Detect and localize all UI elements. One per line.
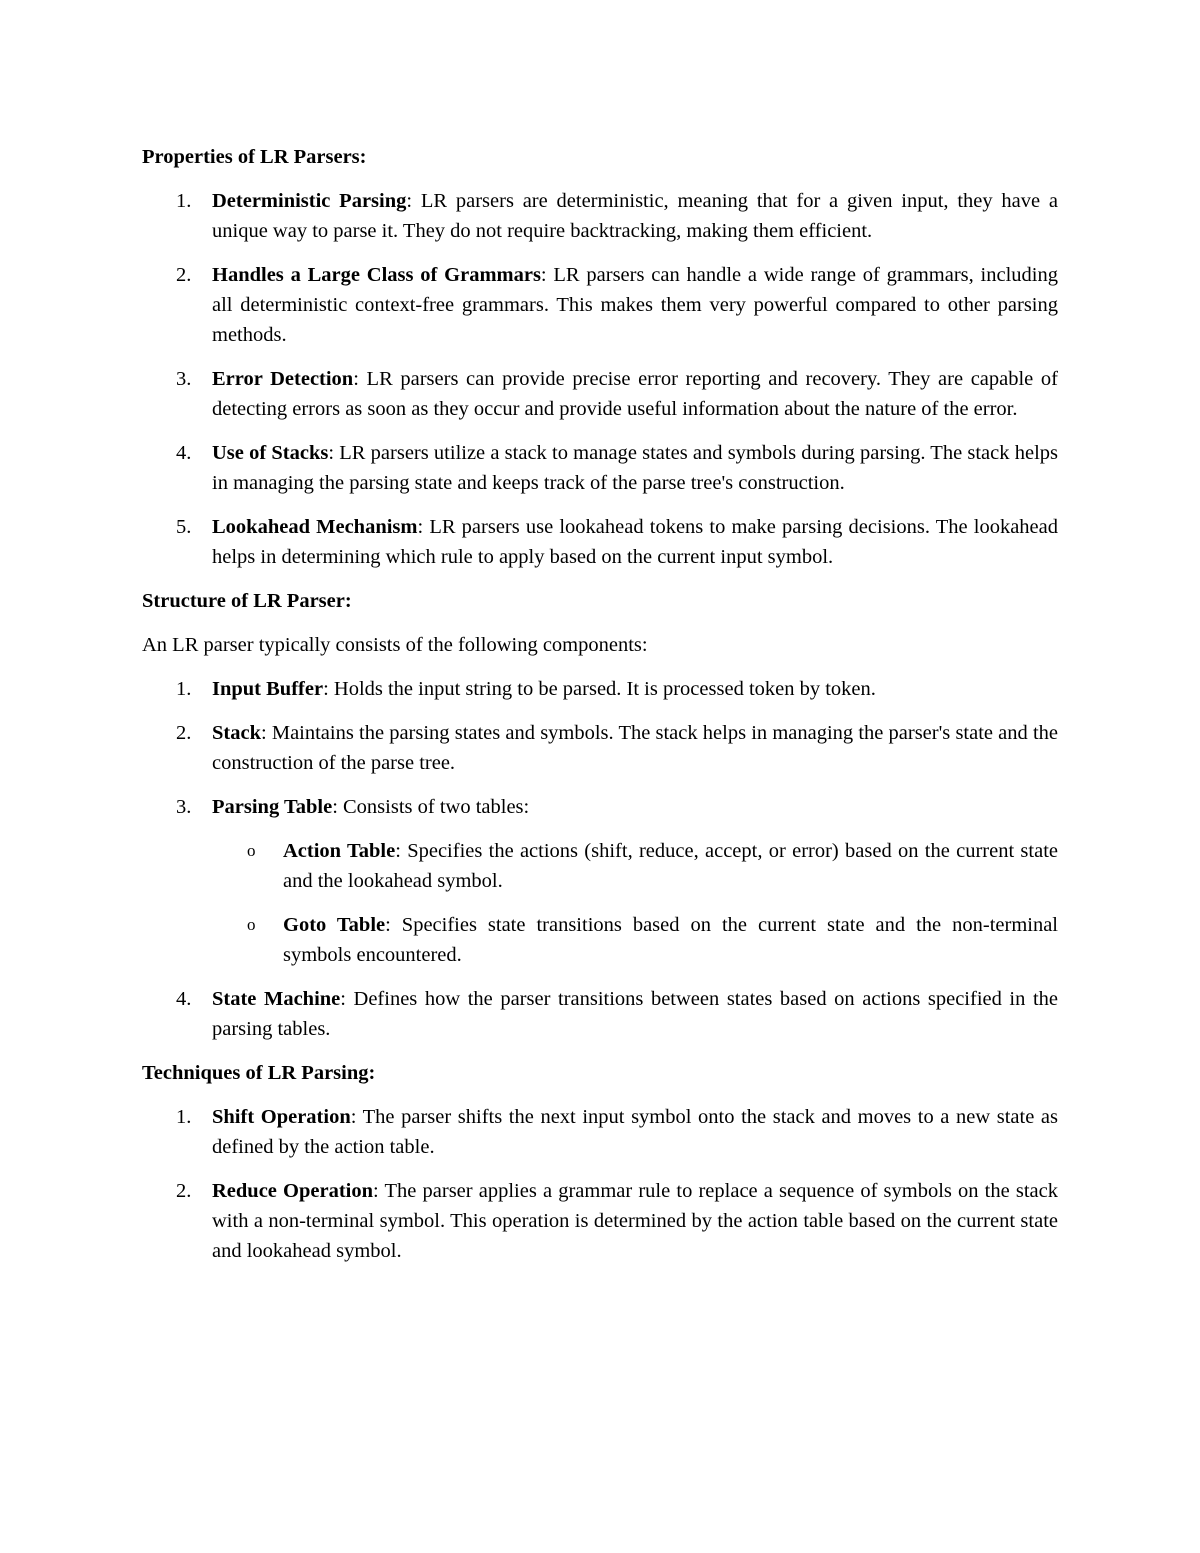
item-text: : Consists of two tables: — [332, 796, 530, 818]
item-text: : The parser applies a grammar rule to replace a sequence of symbols on the stack with a non-terminal symbol. This operation is determined by the action table based on the current state and lookahead symbol. — [212, 1180, 1059, 1262]
item-number: 1. — [176, 1106, 192, 1128]
item-number: 3. — [176, 796, 192, 818]
item-number: 2. — [176, 1180, 192, 1202]
item-term: Parsing Table — [212, 796, 333, 818]
list-item — [142, 1176, 1058, 1266]
item-term: Input Buffer — [212, 678, 324, 700]
item-term: Use of Stacks — [212, 442, 329, 464]
list-item — [142, 792, 1058, 970]
list-item — [142, 984, 1058, 1044]
item-term: Deterministic Parsing — [212, 190, 407, 212]
item-term: Goto Table — [283, 914, 386, 936]
item-text: : Specifies state transitions based on the current state and the non-terminal symbols encountered. — [283, 914, 1059, 966]
item-term: Reduce Operation — [212, 1180, 374, 1202]
item-text: : LR parsers are deterministic, meaning that for a given input, they have a unique way to parse it. They do not require backtracking, making them efficient. — [212, 190, 1059, 242]
bullet-icon: o — [247, 841, 256, 860]
section-heading-structure: Structure of LR Parser: — [142, 590, 352, 612]
item-number: 4. — [176, 442, 192, 464]
list-item — [142, 512, 1058, 572]
item-term: State Machine — [212, 988, 341, 1010]
bullet-icon: o — [247, 915, 256, 934]
list-item — [142, 1102, 1058, 1162]
item-term: Error Detection — [212, 368, 354, 390]
item-number: 1. — [176, 678, 192, 700]
list-item — [142, 438, 1058, 498]
list-item — [142, 364, 1058, 424]
list-item — [142, 186, 1058, 246]
list-item — [142, 674, 1058, 704]
item-text: : The parser shifts the next input symbol onto the stack and moves to a new state as defined by the action table. — [212, 1106, 1058, 1158]
properties-list — [142, 186, 1058, 572]
item-number: 2. — [176, 264, 192, 286]
item-term: Lookahead Mechanism — [212, 516, 418, 538]
item-term: Action Table — [283, 840, 396, 862]
techniques-list — [142, 1102, 1058, 1266]
list-item — [142, 260, 1058, 350]
item-number: 2. — [176, 722, 192, 744]
item-term: Handles a Large Class of Grammars — [212, 264, 541, 286]
item-number: 1. — [176, 190, 192, 212]
item-term: Stack — [212, 722, 261, 744]
structure-list — [142, 674, 1058, 1044]
sub-list-item — [212, 836, 1058, 896]
item-text: : Specifies the actions (shift, reduce, accept, or error) based on the current state and the lookahead symbol. — [283, 840, 1058, 892]
item-number: 4. — [176, 988, 192, 1010]
section-heading-techniques: Techniques of LR Parsing: — [142, 1062, 376, 1084]
document-page — [142, 142, 1058, 1280]
structure-intro: An LR parser typically consists of the following components: — [142, 634, 648, 656]
item-text: : Holds the input string to be parsed. It is processed token by token. — [323, 678, 876, 700]
item-text: : Defines how the parser transitions between states based on actions specified in the parsing tables. — [212, 988, 1058, 1040]
item-text: : LR parsers can provide precise error reporting and recovery. They are capable of detecting errors as soon as they occur and provide useful information about the nature of the error. — [212, 368, 1058, 420]
sub-list-item — [212, 910, 1058, 970]
list-item — [142, 718, 1058, 778]
item-text: : Maintains the parsing states and symbols. The stack helps in managing the parser's state and the construction of the parse tree. — [212, 722, 1058, 774]
item-text: : LR parsers use lookahead tokens to make parsing decisions. The lookahead helps in determining which rule to apply based on the current input symbol. — [212, 516, 1059, 568]
item-number: 5. — [176, 516, 192, 538]
item-number: 3. — [176, 368, 192, 390]
item-term: Shift Operation — [212, 1106, 351, 1128]
item-text: : LR parsers utilize a stack to manage states and symbols during parsing. The stack helps in managing the parsing state and keeps track of the parse tree's construction. — [212, 442, 1058, 494]
parsing-table-sublist — [212, 836, 1058, 970]
section-heading-properties: Properties of LR Parsers: — [142, 146, 367, 168]
item-text: : LR parsers can handle a wide range of grammars, including all deterministic context-free grammars. This makes them very powerful compared to other parsing methods. — [212, 264, 1058, 346]
